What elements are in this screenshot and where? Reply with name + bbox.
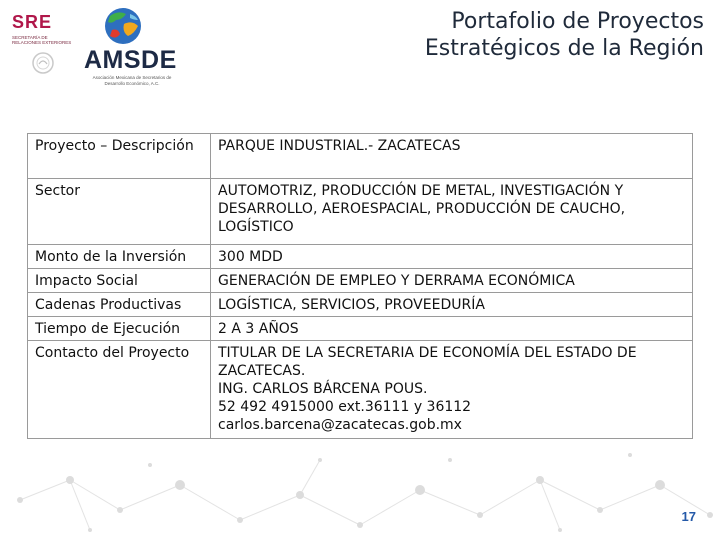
- page-title: [384, 8, 704, 62]
- row-value: GENERACIÓN DE EMPLEO Y DERRAMA ECONÓMICA: [211, 269, 693, 293]
- sre-wordmark: SRE: [12, 12, 53, 32]
- row-value: 2 A 3 AÑOS: [211, 317, 693, 341]
- table-row: [28, 245, 693, 269]
- row-label: Monto de la Inversión: [28, 245, 211, 269]
- table-row: [28, 134, 693, 179]
- row-label: Proyecto – Descripción: [28, 134, 211, 179]
- row-label: Contacto del Proyecto: [28, 341, 211, 439]
- contact-line-email: carlos.barcena@zacatecas.gob.mx: [218, 417, 462, 433]
- sre-subtitle: SECRETARÍA DE RELACIONES EXTERIORES: [12, 35, 72, 45]
- row-label: Cadenas Productivas: [28, 293, 211, 317]
- row-value: LOGÍSTICA, SERVICIOS, PROVEEDURÍA: [211, 293, 693, 317]
- amsde-logo: [84, 6, 184, 87]
- sre-logo: [12, 12, 74, 79]
- page-number: 17: [681, 509, 696, 524]
- table-row: [28, 269, 693, 293]
- eagle-seal-icon: [32, 51, 54, 75]
- row-value: PARQUE INDUSTRIAL.- ZACATECAS: [211, 134, 693, 179]
- title-line-1: Portafolio de Proyectos: [451, 9, 704, 34]
- table-row: [28, 293, 693, 317]
- table-row: [28, 317, 693, 341]
- table-row: [28, 341, 693, 439]
- table-row: [28, 179, 693, 245]
- contact-line-name: ING. CARLOS BÁRCENA POUS.: [218, 381, 428, 397]
- title-line-2: Estratégicos de la Región: [424, 36, 704, 61]
- amsde-subtitle: Asociación Mexicana de Secretarios de Desarrollo Económico, A.C.: [92, 75, 172, 86]
- project-table: [27, 133, 693, 439]
- row-label: Impacto Social: [28, 269, 211, 293]
- row-label: Sector: [28, 179, 211, 245]
- amsde-wordmark: AMSDE: [84, 46, 177, 74]
- row-label: Tiempo de Ejecución: [28, 317, 211, 341]
- contact-value: [211, 341, 693, 439]
- row-value: 300 MDD: [211, 245, 693, 269]
- globe-icon: [92, 6, 154, 46]
- row-value: AUTOMOTRIZ, PRODUCCIÓN DE METAL, INVESTIGACIÓN Y DESARROLLO, AEROESPACIAL, PRODUCCIÓN DE CAUCHO, LOGÍSTICO: [211, 179, 693, 245]
- network-dots-decoration: [0, 440, 720, 540]
- contact-line-title: TITULAR DE LA SECRETARIA DE ECONOMÍA DEL ESTADO DE ZACATECAS.: [218, 345, 637, 379]
- contact-line-phone: 52 492 4915000 ext.36111 y 36112: [218, 399, 472, 415]
